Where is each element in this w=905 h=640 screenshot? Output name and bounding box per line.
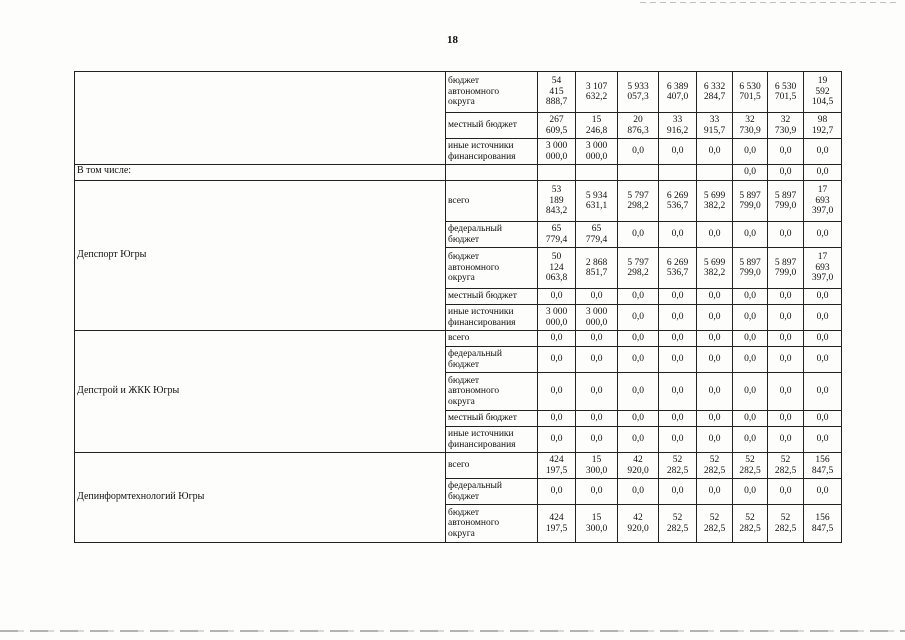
value-cell: 0,0 (733, 305, 768, 331)
value-cell: 52 282,5 (768, 453, 804, 479)
source-cell: всего (446, 331, 538, 347)
value-cell: 0,0 (768, 373, 804, 411)
value-cell: 0,0 (576, 347, 618, 373)
value-cell: 0,0 (697, 222, 733, 248)
value-cell: 42 920,0 (618, 453, 659, 479)
value-cell: 0,0 (697, 289, 733, 305)
value-cell: 5 797 298,2 (618, 181, 659, 222)
value-cell: 0,0 (804, 289, 842, 305)
value-cell: 0,0 (618, 139, 659, 165)
source-cell: местный бюджет (446, 289, 538, 305)
value-cell: 0,0 (733, 331, 768, 347)
value-cell: 5 897 799,0 (733, 248, 768, 289)
source-cell: местный бюджет (446, 113, 538, 139)
value-cell: 52 282,5 (659, 453, 697, 479)
value-cell: 5 897 799,0 (733, 181, 768, 222)
scan-artifact-bottom (0, 630, 905, 632)
value-cell: 17 693 397,0 (804, 181, 842, 222)
value-cell: 0,0 (659, 373, 697, 411)
value-cell: 3 000 000,0 (576, 139, 618, 165)
value-cell: 0,0 (768, 165, 804, 181)
org-cell-depsport: Депспорт Югры (75, 181, 446, 331)
table-row (75, 331, 842, 347)
value-cell: 15 300,0 (576, 505, 618, 543)
value-cell: 0,0 (804, 165, 842, 181)
value-cell: 54 415 888,7 (538, 72, 576, 113)
value-cell: 3 000 000,0 (576, 305, 618, 331)
value-cell: 6 389 407,0 (659, 72, 697, 113)
value-cell: 65 779,4 (538, 222, 576, 248)
source-cell: федеральный бюджет (446, 479, 538, 505)
value-cell: 0,0 (538, 373, 576, 411)
value-cell: 0,0 (733, 411, 768, 427)
value-cell: 0,0 (697, 373, 733, 411)
value-cell: 0,0 (804, 347, 842, 373)
value-cell (618, 165, 659, 181)
value-cell: 0,0 (768, 347, 804, 373)
value-cell: 15 246,8 (576, 113, 618, 139)
value-cell: 0,0 (768, 331, 804, 347)
value-cell: 52 282,5 (697, 505, 733, 543)
value-cell: 6 530 701,5 (733, 72, 768, 113)
value-cell: 52 282,5 (697, 453, 733, 479)
source-cell: иные источники финансирования (446, 139, 538, 165)
org-cell-depinform: Депинформтехнологий Югры (75, 453, 446, 543)
value-cell: 0,0 (576, 331, 618, 347)
value-cell: 5 897 799,0 (768, 181, 804, 222)
source-cell: федеральный бюджет (446, 347, 538, 373)
value-cell: 0,0 (697, 331, 733, 347)
value-cell: 0,0 (697, 479, 733, 505)
value-cell: 0,0 (659, 305, 697, 331)
value-cell: 156 847,5 (804, 505, 842, 543)
value-cell: 0,0 (733, 427, 768, 453)
value-cell: 17 693 397,0 (804, 248, 842, 289)
value-cell: 0,0 (618, 427, 659, 453)
value-cell: 98 192,7 (804, 113, 842, 139)
value-cell: 424 197,5 (538, 505, 576, 543)
value-cell (576, 165, 618, 181)
value-cell: 0,0 (576, 411, 618, 427)
value-cell: 0,0 (618, 411, 659, 427)
value-cell: 0,0 (733, 289, 768, 305)
value-cell: 0,0 (538, 427, 576, 453)
value-cell: 0,0 (618, 347, 659, 373)
source-cell: иные источники финансирования (446, 305, 538, 331)
value-cell: 6 269 536,7 (659, 248, 697, 289)
value-cell: 6 530 701,5 (768, 72, 804, 113)
value-cell (538, 165, 576, 181)
value-cell: 0,0 (697, 139, 733, 165)
value-cell: 0,0 (804, 222, 842, 248)
page-number: 18 (447, 34, 458, 46)
value-cell: 20 876,3 (618, 113, 659, 139)
value-cell: 0,0 (659, 139, 697, 165)
value-cell: 0,0 (804, 373, 842, 411)
source-cell: бюджет автономного округа (446, 248, 538, 289)
value-cell: 0,0 (659, 222, 697, 248)
value-cell: 0,0 (659, 411, 697, 427)
value-cell: 0,0 (618, 289, 659, 305)
value-cell: 0,0 (659, 347, 697, 373)
source-cell: бюджет автономного округа (446, 373, 538, 411)
org-cell-depstroy: Депстрой и ЖКК Югры (75, 331, 446, 453)
value-cell: 65 779,4 (576, 222, 618, 248)
org-cell-continuation (75, 72, 446, 165)
source-cell: федеральный бюджет (446, 222, 538, 248)
value-cell: 267 609,5 (538, 113, 576, 139)
value-cell: 0,0 (804, 331, 842, 347)
value-cell: 0,0 (618, 479, 659, 505)
value-cell: 0,0 (697, 305, 733, 331)
value-cell: 0,0 (538, 411, 576, 427)
value-cell: 0,0 (804, 411, 842, 427)
source-cell: бюджет автономного округа (446, 72, 538, 113)
value-cell: 0,0 (618, 305, 659, 331)
table-row-including (75, 165, 842, 181)
value-cell: 6 269 536,7 (659, 181, 697, 222)
value-cell: 52 282,5 (733, 453, 768, 479)
value-cell: 6 332 284,7 (697, 72, 733, 113)
value-cell: 0,0 (697, 347, 733, 373)
value-cell: 0,0 (733, 139, 768, 165)
value-cell: 5 797 298,2 (618, 248, 659, 289)
value-cell: 0,0 (733, 222, 768, 248)
value-cell: 0,0 (804, 139, 842, 165)
value-cell: 0,0 (576, 479, 618, 505)
value-cell: 0,0 (768, 305, 804, 331)
value-cell: 33 915,7 (697, 113, 733, 139)
value-cell: 52 282,5 (659, 505, 697, 543)
value-cell: 156 847,5 (804, 453, 842, 479)
value-cell: 0,0 (804, 427, 842, 453)
source-cell: бюджет автономного округа (446, 505, 538, 543)
source-cell: местный бюджет (446, 411, 538, 427)
value-cell (659, 165, 697, 181)
value-cell: 0,0 (768, 479, 804, 505)
value-cell: 3 000 000,0 (538, 139, 576, 165)
value-cell: 0,0 (538, 479, 576, 505)
value-cell: 0,0 (659, 479, 697, 505)
value-cell: 0,0 (768, 427, 804, 453)
value-cell: 32 730,9 (768, 113, 804, 139)
value-cell: 19 592 104,5 (804, 72, 842, 113)
value-cell: 0,0 (618, 373, 659, 411)
value-cell: 15 300,0 (576, 453, 618, 479)
table-row (75, 72, 842, 113)
value-cell: 0,0 (733, 373, 768, 411)
value-cell: 50 124 063,8 (538, 248, 576, 289)
including-label: В том числе: (75, 165, 446, 181)
value-cell: 0,0 (576, 289, 618, 305)
value-cell: 5 933 057,3 (618, 72, 659, 113)
value-cell: 3 000 000,0 (538, 305, 576, 331)
value-cell: 5 897 799,0 (768, 248, 804, 289)
source-cell: всего (446, 181, 538, 222)
value-cell: 42 920,0 (618, 505, 659, 543)
value-cell: 0,0 (697, 427, 733, 453)
value-cell: 32 730,9 (733, 113, 768, 139)
value-cell: 0,0 (659, 331, 697, 347)
value-cell: 0,0 (733, 479, 768, 505)
value-cell: 0,0 (804, 479, 842, 505)
value-cell: 5 934 631,1 (576, 181, 618, 222)
value-cell: 33 916,2 (659, 113, 697, 139)
budget-table (74, 71, 842, 543)
scan-artifact-top (640, 2, 900, 3)
value-cell: 3 107 632,2 (576, 72, 618, 113)
value-cell: 0,0 (768, 411, 804, 427)
value-cell: 0,0 (804, 305, 842, 331)
table-row (75, 453, 842, 479)
value-cell: 0,0 (768, 139, 804, 165)
table-row (75, 181, 842, 222)
value-cell: 0,0 (733, 347, 768, 373)
source-cell: всего (446, 453, 538, 479)
value-cell: 0,0 (659, 289, 697, 305)
value-cell: 0,0 (618, 222, 659, 248)
value-cell: 0,0 (768, 289, 804, 305)
value-cell: 52 282,5 (768, 505, 804, 543)
value-cell: 0,0 (697, 411, 733, 427)
value-cell: 0,0 (576, 373, 618, 411)
value-cell: 2 868 851,7 (576, 248, 618, 289)
value-cell: 53 189 843,2 (538, 181, 576, 222)
value-cell (697, 165, 733, 181)
value-cell: 5 699 382,2 (697, 248, 733, 289)
value-cell: 52 282,5 (733, 505, 768, 543)
value-cell: 0,0 (659, 427, 697, 453)
value-cell: 0,0 (618, 331, 659, 347)
value-cell: 424 197,5 (538, 453, 576, 479)
value-cell: 0,0 (733, 165, 768, 181)
value-cell: 0,0 (576, 427, 618, 453)
source-cell: иные источники финансирования (446, 427, 538, 453)
source-cell (446, 165, 538, 181)
value-cell: 0,0 (768, 222, 804, 248)
value-cell: 0,0 (538, 331, 576, 347)
value-cell: 0,0 (538, 289, 576, 305)
value-cell: 5 699 382,2 (697, 181, 733, 222)
value-cell: 0,0 (538, 347, 576, 373)
